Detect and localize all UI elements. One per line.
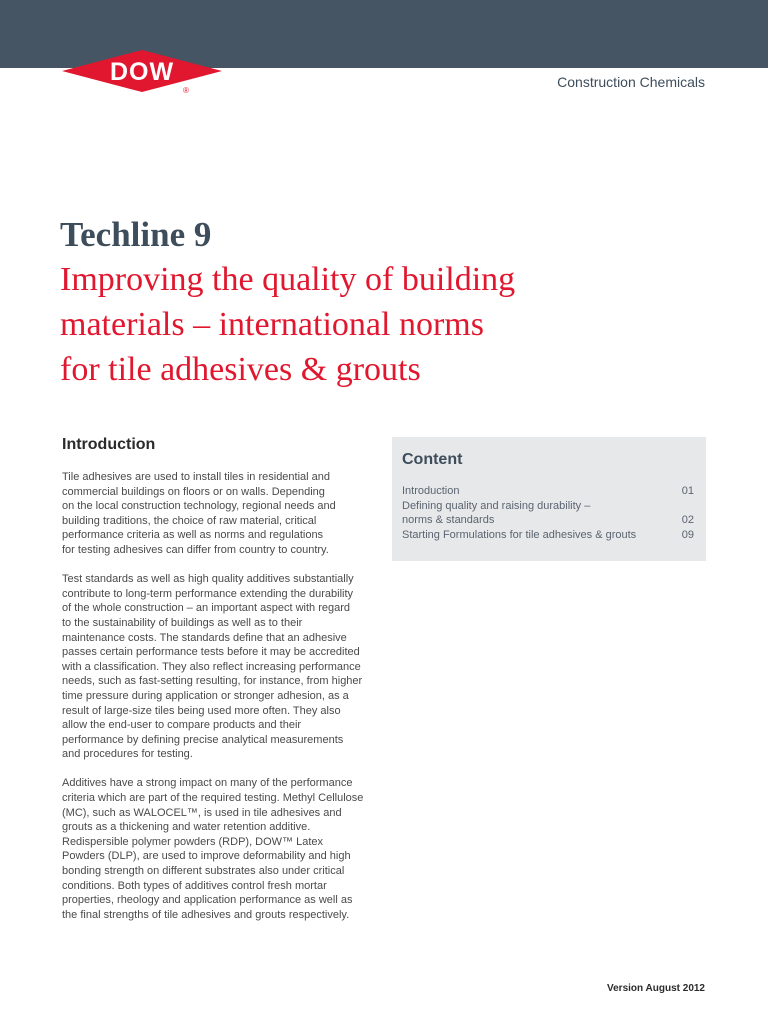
introduction-body [62, 470, 382, 937]
dow-diamond-icon [62, 50, 222, 96]
text-line: on the local construction technology, regional needs and [62, 500, 336, 513]
text-line: grouts as a thickening and water retention additive. [62, 821, 311, 834]
text-line: Redispersible polymer powders (RDP), DOW™ Latex [62, 835, 324, 848]
subtitle-line: materials – international norms [60, 306, 484, 343]
toc-item-label: Defining quality and raising durability – [402, 499, 591, 512]
table-of-contents-box [392, 437, 706, 561]
toc-item-label: Starting Formulations for tile adhesives & grouts [402, 528, 637, 541]
toc-item-label: norms & standards [402, 514, 495, 527]
text-line: bonding strength on different substrates also under critical [62, 865, 345, 878]
text-line: (MC), such as WALOCEL™, is used in tile adhesives and [62, 806, 342, 819]
text-line: Test standards as well as high quality additives substantially [62, 573, 354, 586]
intro-paragraph [62, 470, 382, 558]
contents-heading: Content [402, 451, 463, 468]
toc-page-number: 01 [681, 485, 694, 497]
subtitle-line: Improving the quality of building [60, 261, 516, 298]
text-line: and procedures for testing. [62, 748, 193, 761]
text-line: result of large-size tiles being used more often. They also [62, 704, 341, 717]
text-line: performance criteria as well as norms and regulations [62, 529, 324, 542]
toc-item-norms-standards[interactable] [402, 513, 694, 528]
text-line: conditions. Both types of additives control fresh mortar [62, 879, 327, 892]
intro-paragraph [62, 776, 382, 922]
text-line: contribute to long-term performance extending the durability [62, 587, 354, 600]
document-title: Techline 9 [60, 215, 212, 254]
text-line: the final strengths of tile adhesives and grouts respectively. [62, 908, 350, 921]
toc-page-number: 09 [681, 528, 694, 541]
text-line: Additives have a strong impact on many of the performance [62, 777, 353, 790]
text-line: time pressure during application or stronger adhesion, as a [62, 689, 349, 702]
introduction-heading: Introduction [62, 436, 156, 453]
text-line: commercial buildings on floors or on walls. Depending [62, 485, 325, 498]
division-label: Construction Chemicals [557, 74, 705, 90]
text-line: needs, such as fast-setting resulting, for instance, from higher [62, 675, 363, 688]
text-line: passes certain performance tests before it may be accredited [62, 646, 360, 659]
toc-item-introduction[interactable] [402, 484, 694, 499]
text-line: Tile adhesives are used to install tiles in residential and [62, 471, 331, 483]
intro-paragraph [62, 572, 382, 762]
text-line: performance by defining precise analytical measurements [62, 733, 344, 746]
logo-text: DOW [109, 58, 175, 86]
dow-logo [62, 50, 222, 96]
toc-item-starting-formulations[interactable] [402, 528, 694, 543]
text-line: to the sustainability of buildings as well as to their [62, 616, 303, 629]
text-line: for testing adhesives can differ from country to country. [62, 543, 329, 556]
text-line: with a classification. They also reflect increasing performance [62, 660, 361, 673]
toc-item-label: Introduction [402, 485, 460, 497]
text-line: of the whole construction – an important aspect with regard [62, 602, 350, 615]
text-line: Powders (DLP), are used to improve deformability and high [62, 850, 351, 863]
toc-item-defining-quality[interactable] [402, 499, 694, 514]
text-line: maintenance costs. The standards define that an adhesive [62, 631, 347, 644]
registered-mark: ® [183, 86, 189, 95]
document-subtitle [60, 257, 700, 392]
contents-list [402, 484, 694, 542]
text-line: properties, rheology and application performance as well as [62, 894, 353, 907]
subtitle-line: for tile adhesives & grouts [60, 351, 421, 388]
text-line: criteria which are part of the required testing. Methyl Cellulose [62, 792, 364, 805]
toc-page-number: 02 [681, 514, 694, 527]
text-line: allow the end-user to compare products and their [62, 719, 302, 732]
text-line: building traditions, the choice of raw material, critical [62, 514, 317, 527]
version-label: Version August 2012 [607, 983, 705, 994]
